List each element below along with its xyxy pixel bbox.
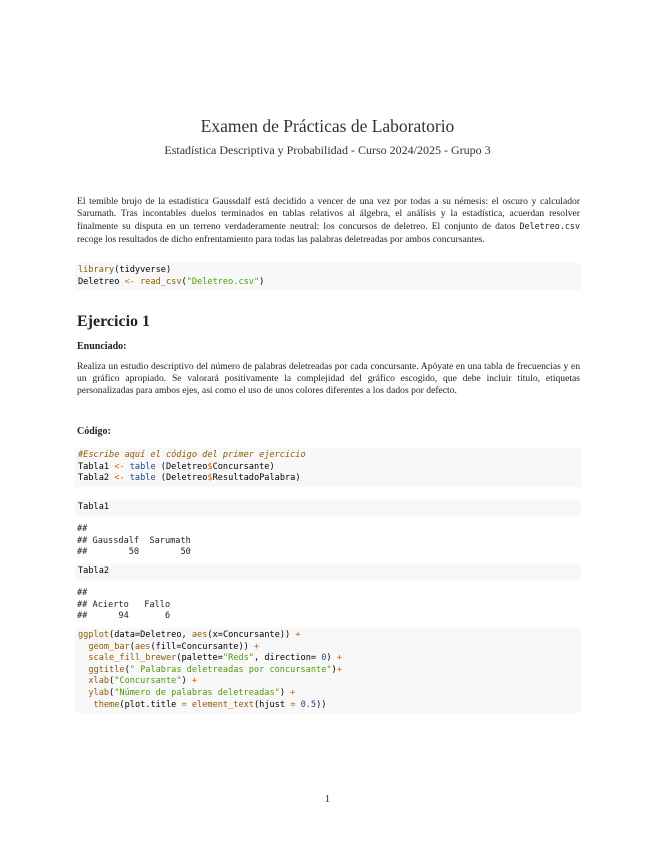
code-token: scale_fill_brewer: [78, 653, 177, 664]
code-token: $: [207, 473, 213, 484]
code-token: x=: [212, 630, 223, 640]
code-token: "Deletreo.csv": [186, 276, 260, 287]
code-token: ): [259, 276, 265, 287]
code-block-print-tabla2: [75, 564, 581, 580]
code-token: (Deletreo: [155, 461, 208, 472]
code-token: Tabla1: [78, 502, 110, 512]
code-token: "Reds": [222, 653, 254, 664]
code-token: 0.5: [295, 699, 317, 710]
code-token: element_text: [186, 699, 254, 710]
code-token: +: [191, 676, 198, 687]
section-heading: Ejercicio 1: [77, 313, 151, 330]
code-token: " Palabras deletreadas por concursante": [129, 664, 332, 675]
document-title: Examen de Prácticas de Laboratorio: [200, 116, 455, 136]
code-token: theme: [78, 699, 120, 710]
code-token: Concursante)): [181, 641, 254, 652]
code-token: Tabla2: [78, 473, 115, 484]
code-token: direction=: [264, 653, 317, 664]
code-token: (: [207, 630, 213, 640]
code-token: aes: [134, 641, 151, 652]
intro-text-2: recoge los resultados de dicho enfrentamiento para todas las palabras deletreadas por ambos concursantes.: [77, 233, 485, 245]
code-token: xlab: [78, 676, 110, 687]
code-token: (: [150, 641, 156, 652]
code-token: (tidyverse): [114, 265, 172, 275]
code-block-ggplot: [75, 628, 581, 713]
code-token: Concursante): [212, 461, 275, 472]
intro-dataset-code: Deletreo.csv: [519, 221, 580, 232]
code-token: ggtitle: [78, 664, 125, 675]
output-line: ##: [77, 524, 88, 534]
code-token: Deletreo: [78, 276, 125, 287]
code-block-load-data: [75, 263, 581, 290]
code-token: library: [78, 265, 115, 275]
code-token: plot.title: [124, 699, 182, 710]
code-token: <-: [114, 473, 125, 484]
code-token: <-: [114, 461, 125, 472]
code-token: ): [326, 653, 337, 664]
code-token: table: [124, 461, 156, 472]
code-token: table: [124, 473, 156, 484]
code-token: Concursante)): [222, 630, 296, 640]
code-token: Tabla1: [78, 461, 115, 472]
intro-paragraph: [77, 196, 580, 246]
code-comment: #Escribe aquí el código del primer ejercicio: [78, 450, 306, 460]
code-token: (: [181, 276, 187, 287]
page-number: 1: [325, 794, 330, 805]
code-token: (: [119, 699, 125, 710]
code-token: Deletreo,: [140, 630, 192, 640]
output-block-tabla2: [77, 588, 580, 623]
code-token: (: [253, 699, 260, 710]
code-token: (Deletreo: [155, 473, 208, 484]
code-token: read_csv: [134, 276, 182, 287]
codigo-heading: Código:: [77, 426, 111, 437]
enunciado-heading: Enunciado:: [77, 341, 127, 352]
code-token: +: [290, 687, 296, 698]
code-block-print-tabla1: [75, 500, 581, 516]
enunciado-paragraph: Realiza un estudio descriptivo del número de palabras deletreadas por cada concursante. Apóyate en una tabla de frecuencias y en un gráfico apropiado. Se valorará positivamente la complejidad del gráfico escogido, que debe incluir título, etiquetas personalizadas para ambos ejes, así como el uso de unos colores diferentes a los dados por defecto.: [77, 361, 580, 397]
code-token: ): [279, 687, 291, 698]
code-token: ): [181, 676, 192, 687]
document-subtitle: Estadística Descriptiva y Probabilidad - Curso 2024/2025 - Grupo 3: [164, 143, 491, 157]
output-line: ## 94 6: [77, 611, 171, 622]
code-token: (: [109, 687, 115, 698]
code-token: "Concursante": [114, 676, 182, 687]
code-token: (: [176, 653, 182, 664]
output-line: ##: [77, 588, 88, 598]
code-block-tables: [75, 448, 581, 487]
code-token: hjust: [259, 699, 291, 710]
intro-text-1: El temible brujo de la estadística Gaussdalf está decidido a vencer de una vez por todas a su némesis: el oscuro y calculador Sarumath. Tras incontables duelos terminados en tablas relativos al álgebra, el análisis y la estadística, acuerdan resolver finalmente su disputa en un terreno verdaderamente neutral: los concursos de deletreo. El conjunto de datos: [77, 196, 580, 233]
output-block-tabla1: [77, 524, 580, 559]
output-line: ## Gaussdalf Sarumath: [77, 535, 191, 546]
code-token: fill=: [155, 641, 182, 652]
code-token: (: [129, 641, 135, 652]
code-token: +: [253, 641, 260, 652]
code-token: 0: [316, 653, 327, 664]
code-token: ResultadoPalabra): [212, 473, 301, 484]
code-token: "Número de palabras deletreadas": [114, 687, 280, 698]
code-token: ): [331, 664, 337, 675]
output-line: ## Acierto Fallo: [77, 599, 171, 610]
code-token: =: [181, 699, 187, 710]
code-token: geom_bar: [78, 641, 130, 652]
code-token: +: [295, 630, 301, 640]
code-token: (: [124, 664, 130, 675]
code-token: <-: [124, 276, 135, 287]
code-token: Tabla2: [78, 566, 110, 576]
code-token: data=: [114, 630, 141, 640]
code-token: =: [290, 699, 296, 710]
code-token: +: [336, 653, 342, 664]
code-token: (: [109, 676, 115, 687]
code-token: ggplot: [78, 630, 110, 640]
output-line: ## 50 50: [77, 547, 191, 558]
code-token: ,: [253, 653, 265, 664]
code-token: )): [316, 699, 327, 710]
code-token: $: [207, 461, 213, 472]
code-token: (: [109, 630, 115, 640]
code-token: aes: [191, 630, 208, 640]
code-token: +: [336, 664, 342, 675]
code-token: ylab: [78, 687, 110, 698]
code-token: palette=: [181, 653, 223, 664]
